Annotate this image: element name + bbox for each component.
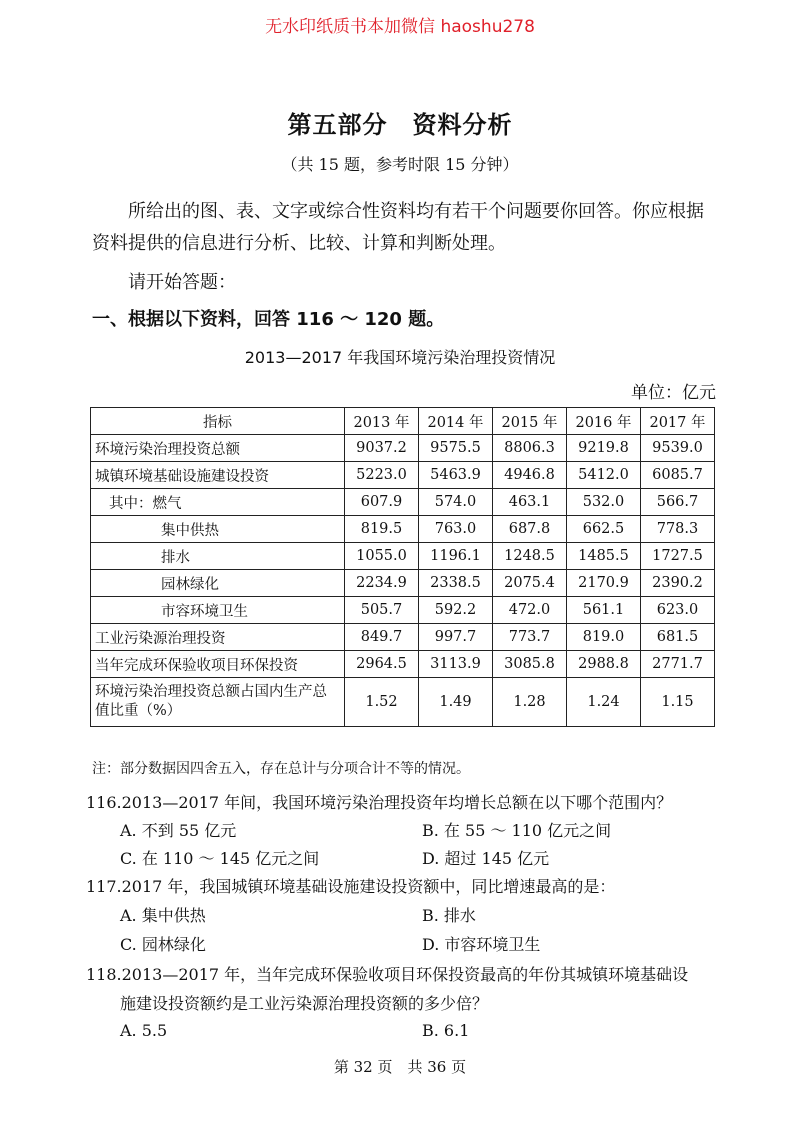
intro-paragraph: 所给出的图、表、文字或综合性资料均有若干个问题要你回答。你应根据资料提供的信息进行分析、比较、计算和判断处理。: [92, 201, 704, 254]
table-cell: 819.0: [567, 624, 641, 651]
table-row: [91, 624, 715, 651]
table-cell: 6085.7: [641, 462, 715, 489]
table-cell: 574.0: [419, 489, 493, 516]
table-cell: 463.1: [493, 489, 567, 516]
table-cell: 778.3: [641, 516, 715, 543]
investment-table: [90, 407, 715, 727]
table-cell: 2390.2: [641, 570, 715, 597]
table-header-cell: 2017 年: [641, 408, 715, 435]
row-label: 环境污染治理投资总额占国内生产总值比重（%）: [91, 678, 345, 727]
table-cell: 819.5: [345, 516, 419, 543]
question-116-option-c[interactable]: C. 在 110 ～ 145 亿元之间: [120, 849, 320, 868]
table-row: [91, 462, 715, 489]
row-label: 其中：燃气: [91, 489, 345, 516]
table-cell: 681.5: [641, 624, 715, 651]
table-cell: 1248.5: [493, 543, 567, 570]
table-cell: 1.49: [419, 678, 493, 727]
table-header-cell: 2015 年: [493, 408, 567, 435]
table-cell: 8806.3: [493, 435, 567, 462]
row-label: 环境污染治理投资总额: [91, 435, 345, 462]
question-117-option-c[interactable]: C. 园林绿化: [120, 935, 206, 954]
table-cell: 2771.7: [641, 651, 715, 678]
question-117-option-b[interactable]: B. 排水: [422, 906, 476, 925]
table-cell: 5412.0: [567, 462, 641, 489]
row-label: 排水: [91, 543, 345, 570]
table-row: [91, 516, 715, 543]
row-label: 园林绿化: [91, 570, 345, 597]
table-cell: 9219.8: [567, 435, 641, 462]
watermark-text: 无水印纸质书本加微信 haoshu278: [265, 17, 535, 37]
table-cell: 3113.9: [419, 651, 493, 678]
table-cell: 1196.1: [419, 543, 493, 570]
row-label: 市容环境卫生: [91, 597, 345, 624]
table-cell: 607.9: [345, 489, 419, 516]
table-cell: 997.7: [419, 624, 493, 651]
question-116-option-d[interactable]: D. 超过 145 亿元: [422, 849, 550, 868]
question-118-stem-line2: 施建设投资额约是工业污染源治理投资额的多少倍？: [120, 994, 489, 1013]
part-title: 第五部分 资料分析: [287, 111, 513, 139]
table-header-cell: 2016 年: [567, 408, 641, 435]
table-cell: 592.2: [419, 597, 493, 624]
table-cell: 1485.5: [567, 543, 641, 570]
table-cell: 1.28: [493, 678, 567, 727]
begin-prompt: 请开始答题：: [128, 272, 236, 293]
table-cell: 3085.8: [493, 651, 567, 678]
table-cell: 1.24: [567, 678, 641, 727]
table-cell: 472.0: [493, 597, 567, 624]
table-cell: 9575.5: [419, 435, 493, 462]
question-116-stem: 116.2013—2017 年间，我国环境污染治理投资年均增长总额在以下哪个范围内？: [86, 793, 673, 812]
table-row: [91, 543, 715, 570]
table-cell: 1.15: [641, 678, 715, 727]
section-heading: 一、根据以下资料，回答 116 ～ 120 题。: [92, 309, 445, 330]
table-cell: 5223.0: [345, 462, 419, 489]
table-cell: 5463.9: [419, 462, 493, 489]
table-cell: 2338.5: [419, 570, 493, 597]
question-118-option-a[interactable]: A. 5.5: [120, 1021, 168, 1040]
row-label: 集中供热: [91, 516, 345, 543]
table-title: 2013—2017 年我国环境污染治理投资情况: [244, 348, 556, 367]
table-cell: 763.0: [419, 516, 493, 543]
table-cell: 2234.9: [345, 570, 419, 597]
table-cell: 1.52: [345, 678, 419, 727]
row-label: 城镇环境基础设施建设投资: [91, 462, 345, 489]
table-row: [91, 678, 715, 727]
table-cell: 2075.4: [493, 570, 567, 597]
question-116-option-a[interactable]: A. 不到 55 亿元: [120, 821, 237, 840]
table-cell: 1055.0: [345, 543, 419, 570]
part-subtitle: （共 15 题，参考时限 15 分钟）: [281, 155, 519, 174]
question-117-stem: 117.2017 年，我国城镇环境基础设施建设投资额中，同比增速最高的是：: [86, 877, 616, 896]
row-label: 当年完成环保验收项目环保投资: [91, 651, 345, 678]
question-118-option-b[interactable]: B. 6.1: [422, 1021, 470, 1040]
table-cell: 561.1: [567, 597, 641, 624]
table-unit: 单位：亿元: [631, 383, 716, 403]
table-cell: 1727.5: [641, 543, 715, 570]
question-117-option-d[interactable]: D. 市容环境卫生: [422, 935, 541, 954]
table-cell: 849.7: [345, 624, 419, 651]
table-header-cell: 2013 年: [345, 408, 419, 435]
table-cell: 2170.9: [567, 570, 641, 597]
row-label: 工业污染源治理投资: [91, 624, 345, 651]
table-row: [91, 597, 715, 624]
table-header-cell: 指标: [91, 408, 345, 435]
table-header-row: [91, 408, 715, 435]
table-cell: 4946.8: [493, 462, 567, 489]
question-118-stem-line1: 118.2013—2017 年，当年完成环保验收项目环保投资最高的年份其城镇环境基础设: [86, 965, 689, 984]
table-header-cell: 2014 年: [419, 408, 493, 435]
question-116-option-b[interactable]: B. 在 55 ～ 110 亿元之间: [422, 821, 612, 840]
table-cell: 662.5: [567, 516, 641, 543]
table-cell: 9539.0: [641, 435, 715, 462]
table-row: [91, 651, 715, 678]
table-cell: 505.7: [345, 597, 419, 624]
table-cell: 9037.2: [345, 435, 419, 462]
table-cell: 2964.5: [345, 651, 419, 678]
table-cell: 687.8: [493, 516, 567, 543]
table-cell: 773.7: [493, 624, 567, 651]
table-row: [91, 570, 715, 597]
page-footer: 第 32 页 共 36 页: [333, 1058, 467, 1076]
table-row: [91, 435, 715, 462]
table-cell: 566.7: [641, 489, 715, 516]
table-cell: 2988.8: [567, 651, 641, 678]
question-117-option-a[interactable]: A. 集中供热: [120, 906, 206, 925]
table-note: 注：部分数据因四舍五入，存在总计与分项合计不等的情况。: [92, 761, 470, 777]
table-cell: 532.0: [567, 489, 641, 516]
table-cell: 623.0: [641, 597, 715, 624]
table-row: [91, 489, 715, 516]
